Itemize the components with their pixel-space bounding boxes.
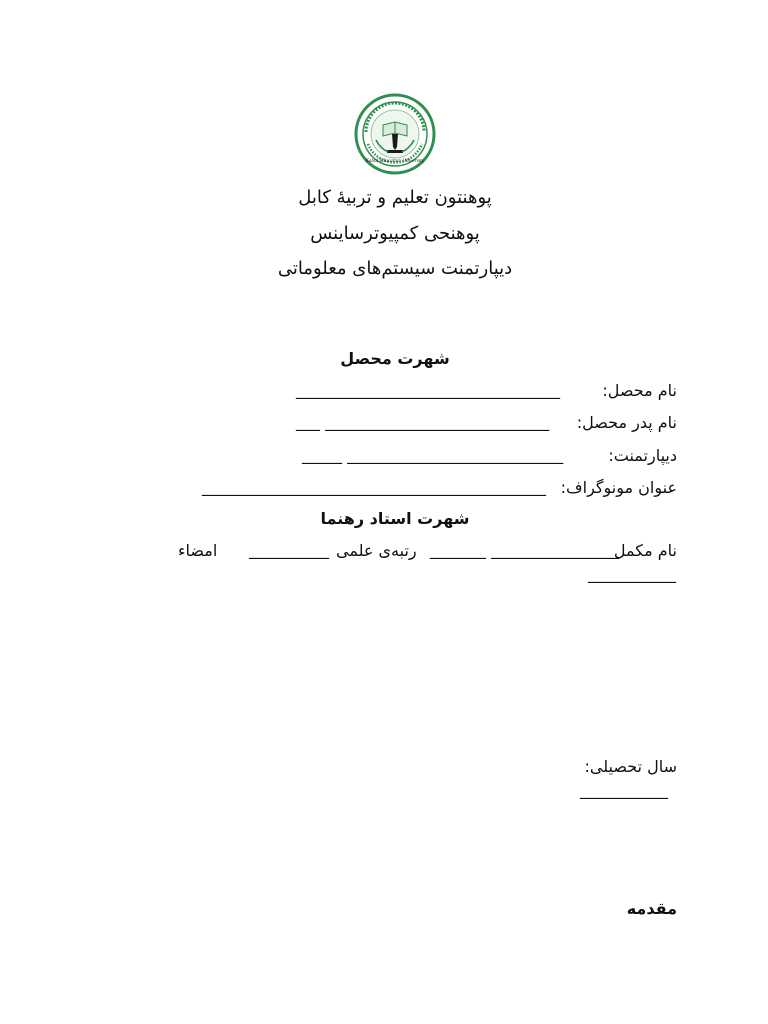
- advisor-rank-line: __________: [249, 540, 329, 559]
- student-name-line: _________________________________: [296, 380, 560, 399]
- university-seal-logo: [354, 92, 436, 176]
- monograph-title-line: ___________________________________________: [202, 477, 546, 496]
- student-department-label: دیپارتمنت:: [608, 446, 677, 465]
- university-name: پوهنتون تعلیم و تربیهٔ کابل: [298, 187, 492, 208]
- father-name-line: ___ ____________________________: [296, 412, 550, 431]
- department-name: دیپارتمنت سیستم‌های معلوماتی: [277, 258, 513, 279]
- academic-year-line: ___________: [580, 780, 668, 799]
- academic-year-label: سال تحصیلی:: [584, 757, 677, 776]
- advisor-fullname-label: نام مکمل: [613, 541, 677, 560]
- faculty-name: پوهنحی کمپیوترساینس: [310, 223, 480, 244]
- student-department-line: _____ ___________________________: [302, 445, 564, 464]
- advisor-fullname-line: _______ ________________: [430, 540, 620, 559]
- student-section-title: شهرت محصل: [340, 349, 450, 368]
- seal-text: Kabul Education University: [365, 158, 425, 163]
- advisor-signature-label: امضاء: [178, 541, 218, 560]
- father-name-label: نام پدر محصل:: [576, 413, 677, 432]
- monograph-title-label: عنوان مونوگراف:: [560, 478, 677, 497]
- advisor-signature-line: ___________: [588, 564, 676, 583]
- advisor-rank-label: رتبه‌ی علمی: [336, 541, 417, 560]
- student-name-label: نام محصل:: [602, 381, 677, 400]
- advisor-section-title: شهرت استاد رهنما: [320, 509, 470, 528]
- introduction-heading: مقدمه: [626, 899, 677, 918]
